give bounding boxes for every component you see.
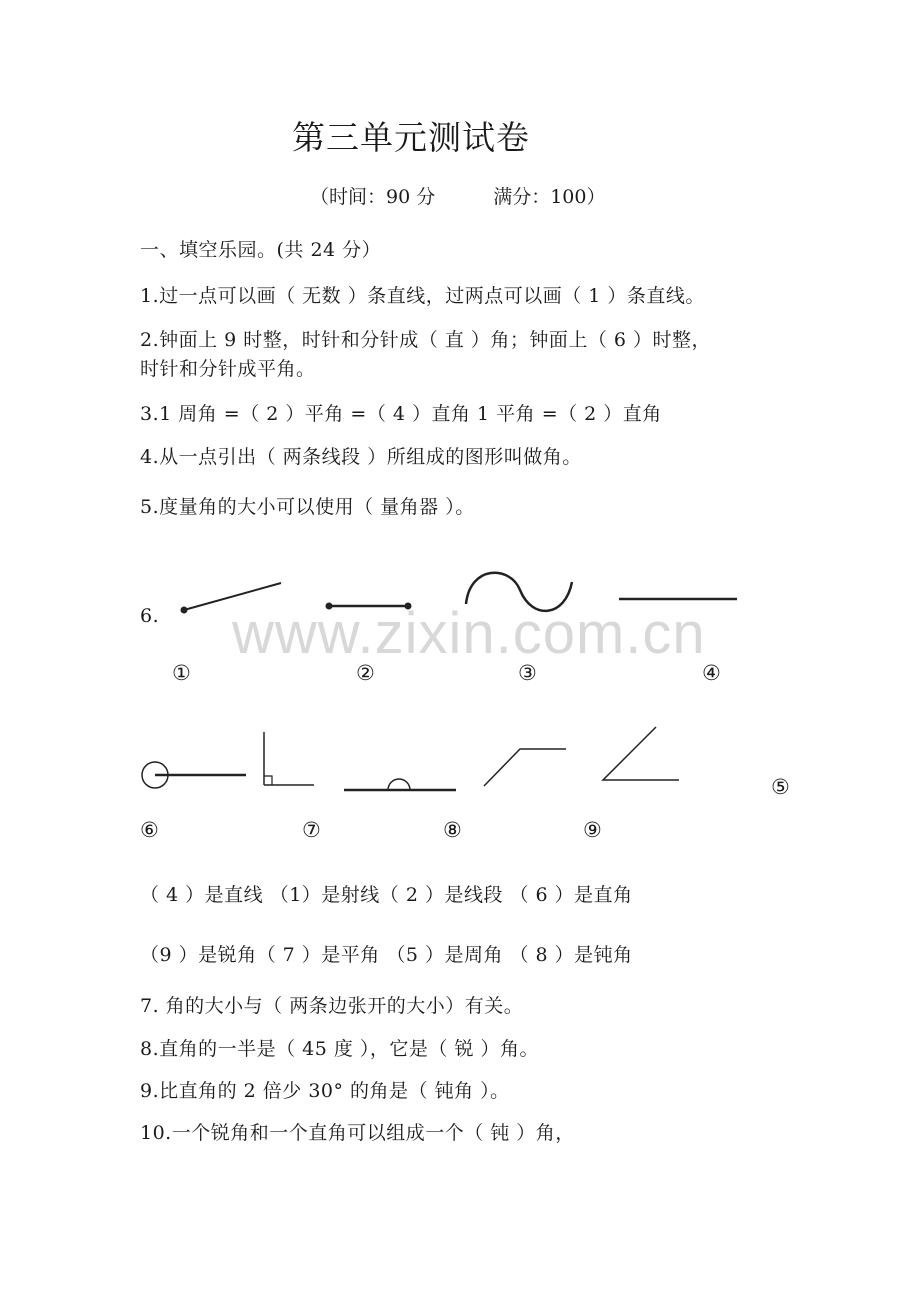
question-4: 4.从一点引出（ 两条线段 ）所组成的图形叫做角。 [140, 446, 582, 468]
figure-label-6: ⑥ [140, 818, 159, 842]
figure-label-3: ③ [518, 661, 537, 685]
figure-label-9: ⑨ [583, 818, 602, 842]
question-2-line-2: 时针和分针成平角。 [140, 358, 316, 380]
question-5: 5.度量角的大小可以使用（ 量角器 ）。 [140, 496, 475, 518]
figure-label-5: ⑤ [771, 775, 790, 799]
figure-label-2: ② [356, 661, 375, 685]
time-limit: （时间：90 分 [310, 186, 436, 208]
figure-label-1: ① [172, 661, 191, 685]
question-6-number: 6. [140, 605, 160, 627]
question-6-answer-1: （ 4 ）是直线 （1）是射线（ 2 ）是线段 （ 6 ）是直角 [140, 884, 633, 906]
figure-label-4: ④ [702, 661, 721, 685]
question-6-answer-2: （9 ）是锐角（ 7 ）是平角 （5 ）是周角 （ 8 ）是钝角 [140, 944, 633, 966]
question-1: 1.过一点可以画（ 无数 ）条直线，过两点可以画（ 1 ）条直线。 [140, 285, 705, 307]
question-9: 9.比直角的 2 倍少 30° 的角是（ 钝角 ）。 [140, 1080, 510, 1102]
watermark: www.zixin.com.cn [232, 601, 706, 666]
figure-round-angle [142, 762, 246, 788]
page-title: 第三单元测试卷 [292, 118, 530, 157]
figure-label-8: ⑧ [443, 818, 462, 842]
question-7: 7. 角的大小与（ 两条边张开的大小）有关。 [140, 995, 524, 1017]
figure-right-angle [264, 732, 314, 785]
figure-label-7: ⑦ [302, 818, 321, 842]
figure-obtuse-angle [484, 749, 566, 786]
figure-straight-angle [344, 779, 456, 790]
question-8: 8.直角的一半是（ 45 度 ），它是（ 锐 ）角。 [140, 1038, 540, 1060]
figure-acute-angle [603, 727, 679, 780]
full-score: 满分：100） [493, 186, 606, 208]
question-2-line-1: 2.钟面上 9 时整，时针和分针成（ 直 ）角；钟面上（ 6 ）时整， [140, 329, 712, 351]
question-10: 10.一个锐角和一个直角可以组成一个（ 钝 ）角， [140, 1122, 575, 1144]
section-heading: 一、填空乐园。(共 24 分） [140, 239, 382, 261]
question-3: 3.1 周角 =（ 2 ）平角 =（ 4 ）直角 1 平角 =（ 2 ）直角 [140, 403, 662, 425]
